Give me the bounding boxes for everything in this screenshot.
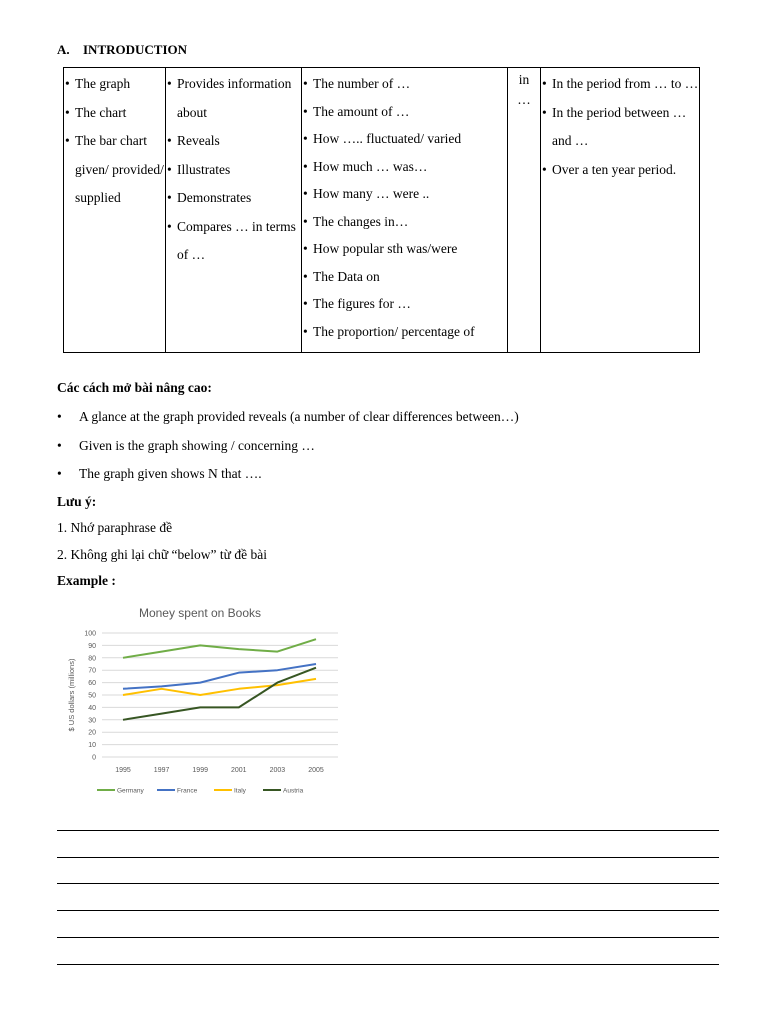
example-label: Example : <box>57 573 116 588</box>
y-axis-label: $ US dollars (millions) <box>67 658 76 732</box>
x-tick-label: 1997 <box>153 767 170 774</box>
object-item: • The number of … <box>302 70 507 98</box>
verb-item: • Reveals <box>166 127 301 156</box>
y-tick-label: 90 <box>88 642 96 650</box>
time-item: • Over a ten year period. <box>541 156 699 185</box>
object-item: • How ….. fluctuated/ varied <box>302 125 507 153</box>
object-item: • How much … was… <box>302 153 507 181</box>
verb-item: • Provides information about <box>166 70 301 127</box>
verb-item: • Compares … in terms of … <box>166 213 301 270</box>
note-item: 2. Không ghi lại chữ “below” từ đề bài <box>57 547 267 562</box>
writing-line[interactable] <box>57 857 719 858</box>
object-item: • How popular sth was/were <box>302 235 507 263</box>
series-line-austria <box>123 668 316 720</box>
x-tick-label: 2005 <box>308 767 324 774</box>
object-item: • How many … were .. <box>302 180 507 208</box>
y-tick-label: 10 <box>88 742 96 750</box>
writing-line[interactable] <box>57 964 719 965</box>
opening-text: Given is the graph showing / concerning … <box>79 438 315 453</box>
subject-item: • The chart <box>64 99 165 128</box>
legend-label: Austria <box>283 787 304 795</box>
legend-label: Germany <box>117 787 144 795</box>
series-line-germany <box>123 639 316 658</box>
object-item: • The figures for … <box>302 290 507 318</box>
y-tick-label: 50 <box>88 692 96 700</box>
time-item: • In the period between … and … <box>541 99 699 156</box>
subject-item: • The graph <box>64 70 165 99</box>
opening-text: A glance at the graph provided reveals (a number of clear differences between…) <box>79 409 519 424</box>
object-item: • The changes in… <box>302 208 507 236</box>
opening-item: • A glance at the graph provided reveals (a number of clear differences between…) <box>57 409 519 424</box>
advanced-openings-title: Các cách mở bài nâng cao: <box>57 380 212 395</box>
section-title: INTRODUCTION <box>83 42 188 57</box>
preposition-column <box>508 68 541 353</box>
y-tick-label: 40 <box>88 704 96 712</box>
object-column <box>302 68 508 353</box>
y-tick-label: 20 <box>88 729 96 737</box>
object-item: • The proportion/ percentage of <box>302 318 507 346</box>
y-tick-label: 30 <box>88 717 96 725</box>
verb-item: • Illustrates <box>166 156 301 185</box>
x-tick-label: 1999 <box>192 767 208 774</box>
example-line-chart <box>64 600 354 800</box>
writing-line[interactable] <box>57 830 719 831</box>
chart-title: Money spent on Books <box>138 606 262 620</box>
preposition-text: in <box>518 72 530 87</box>
time-item: • In the period from … to … <box>541 70 699 99</box>
writing-line[interactable] <box>57 883 719 884</box>
note-item: 1. Nhớ paraphrase đề <box>57 520 173 535</box>
x-tick-label: 2001 <box>231 767 247 774</box>
opening-text: The graph given shows N that …. <box>79 466 262 481</box>
verb-item: • Demonstrates <box>166 184 301 213</box>
writing-line[interactable] <box>57 937 719 938</box>
chart-svg <box>64 600 354 800</box>
y-tick-label: 100 <box>84 630 96 638</box>
verb-column <box>166 68 302 353</box>
notes-title: Lưu ý: <box>57 494 97 509</box>
section-number: A. <box>57 42 70 57</box>
preposition-ellipsis: … <box>517 92 531 107</box>
series-line-france <box>123 664 316 689</box>
opening-item: • The graph given shows N that …. <box>57 466 262 481</box>
y-tick-label: 70 <box>88 667 96 675</box>
legend-label: Italy <box>234 787 246 795</box>
opening-item: • Given is the graph showing / concerning … <box>57 438 315 453</box>
object-item: • The amount of … <box>302 98 507 126</box>
legend-label: France <box>177 787 198 795</box>
time-column <box>541 68 700 353</box>
subject-item: • The bar chart given/ provided/ supplied <box>64 127 165 213</box>
writing-line[interactable] <box>57 910 719 911</box>
y-tick-label: 0 <box>92 754 96 762</box>
y-tick-label: 80 <box>88 655 96 663</box>
object-item: • The Data on <box>302 263 507 291</box>
section-heading <box>57 42 187 58</box>
intro-phrases-table <box>63 67 700 353</box>
x-tick-label: 2003 <box>269 767 286 774</box>
y-tick-label: 60 <box>88 680 96 688</box>
subject-column <box>64 68 166 353</box>
x-tick-label: 1995 <box>115 767 131 774</box>
